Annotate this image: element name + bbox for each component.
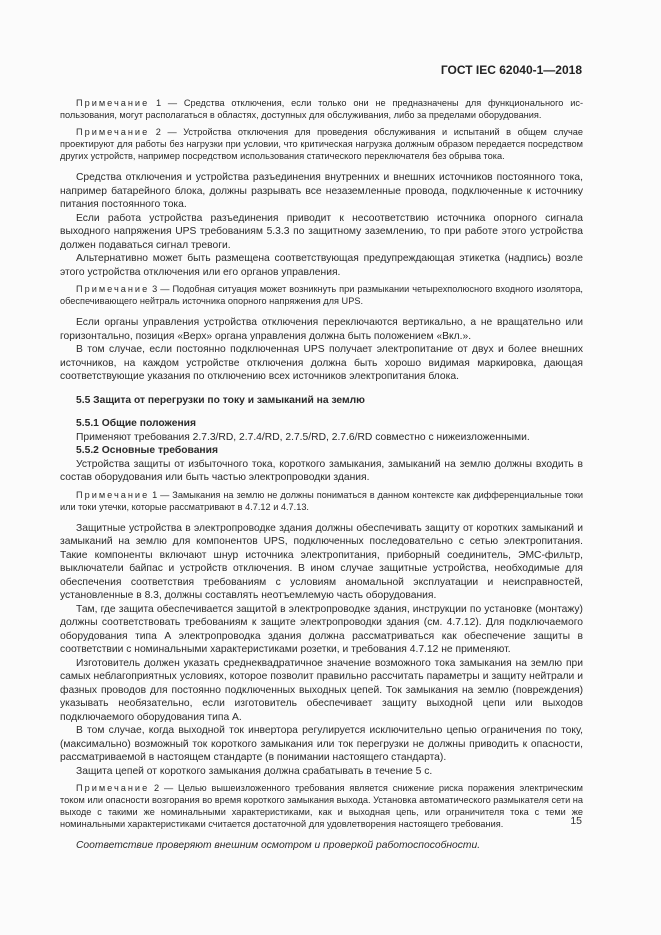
paragraph: Защитные устройства в электропроводке здания должны обеспечивать защиту от коротких замыканий и замыканий на землю для компонентов UPS, подключенных последовательно с сетью электропитания. Такие компоненты включают шнур источника электропитания, приборный соединитель, ЭМС-фильтр, выключатели байпас и устройств отключения. В ином случае защитные устройства, необходимые для обеспечения соответствия требованиям с условиям аномальной эксплуатации и неисправностей, установленные в 8.3, должны составлять неотъемлемую часть оборудования. bbox=[60, 522, 583, 601]
note bbox=[60, 283, 583, 307]
compliance-statement: Соответствие проверяют внешним осмотром и проверкой работоспособности. bbox=[76, 840, 481, 851]
document-code: ГОСТ IEC 62040-1—2018 bbox=[440, 63, 582, 77]
paragraph: Если органы управления устройства отключения переключаются вертикально, а не вращательно или горизонтально, позиция «Верх» органа управления должна быть положением «Вкл.». bbox=[60, 317, 583, 342]
paragraph: Защита цепей от короткого замыкания должна срабатывать в течение 5 с. bbox=[76, 765, 433, 777]
paragraph: Там, где защита обеспечивается защитой в электропроводке здания, инструкции по установке (монтажу) должны соответствовать требованиям к защите электропроводки здания (см. 4.7.12). Для подключаемого оборудования типа А электропроводка здания должна рассматриваться как обеспечение защиты в соответствии с номинальными характеристиками розетки, и требования 4.7.12 не применяют. bbox=[60, 603, 583, 655]
page-number: 15 bbox=[570, 815, 582, 827]
note-text: 2 — Целью вышеизложенного требования является снижение риска поражения электрическим током или опасности возгорания во время короткого замыкания выхода. Установка автоматического размыкателя сети на выходе с такими же номинальными характеристиками, как и выходная цепь, или ограничителя тока с теми же номинальными характеристиками считается достаточной для удовлетворения настоящего требования. bbox=[60, 783, 583, 829]
note bbox=[60, 97, 583, 121]
paragraph: Изготовитель должен указать среднеквадратичное значение возможного тока замыкания на землю при самых неблагоприятных условиях, которое позволит правильно рассчитать параметры и защиту нейтрали и фазных проводов для постоянно подключенных выходных цепей. Ток замыкания на землю (повреждения) указывать необязательно, если изготовитель обеспечивает защиту выходной цепи или выходов подключаемого оборудования типа А. bbox=[60, 657, 583, 723]
note bbox=[60, 782, 583, 830]
note-text: 1 — Средства отключения, если только они не предназначены для функционального использования, могут располагаться в областях, доступных для обслуживания, либо за пределами оборудования. bbox=[60, 98, 583, 120]
note-lead: Примечание bbox=[76, 489, 150, 500]
note-text: 1 — Замыкания на землю не должны пониматься в данном контексте как дифференциальные токи или токи утечки, которые рассматривают в 4.7.12 и 4.7.13. bbox=[60, 489, 583, 512]
paragraph: В том случае, когда выходной ток инвертора регулируется исключительно цепью ограничения по току, (максимально) возможный ток короткого замыкания или ток перегрузки не должны приводить к опасности, рассматриваемой в настоящем стандарте (в понимании настоящего стандарта). bbox=[60, 725, 583, 763]
paragraph: Если работа устройства разъединения приводит к несоответствию источника опорного сигнала выходного напряжения UPS требованиям 5.3.3 по защитному заземлению, то при работе этого устройства должен подаваться сигнал тревоги. bbox=[60, 212, 583, 251]
note-lead: Примечание bbox=[76, 783, 150, 793]
paragraph: Альтернативно может быть размещена соответствующая предупреждающая этикетка (надпись) возле этого устройства отключения или его органов управления. bbox=[60, 253, 583, 278]
paragraph: Устройства защиты от избыточного тока, короткого замыкания, замыканий на землю должны входить в состав оборудования или быть частью электропроводки здания. bbox=[60, 458, 583, 483]
section-heading: 5.5 Защита от перегрузки по току и замыканий на землю bbox=[76, 394, 365, 406]
paragraph: Применяют требования 2.7.3/RD, 2.7.4/RD, 2.7.5/RD, 2.7.6/RD совместно с нижеизложенными. bbox=[76, 431, 530, 443]
subsection-heading: 5.5.1 Общие положения bbox=[76, 418, 196, 429]
note bbox=[60, 489, 583, 513]
note bbox=[60, 126, 583, 162]
subsection-heading: 5.5.2 Основные требования bbox=[76, 445, 218, 456]
page-content bbox=[60, 97, 583, 853]
paragraph: В том случае, если постоянно подключенная UPS получает электропитание от двух и более внешних источников, на каждом устройстве отключения должна быть хорошо видимая маркировка, дающая соответствующие указания по отключению всех источников электропитания блока. bbox=[60, 344, 583, 382]
note-lead: Примечание bbox=[76, 284, 150, 294]
note-text: 3 — Подобная ситуация может возникнуть при размыкании четырехполюсного входного изолятора, обеспечивающего нейтраль источника опорного напряжения для UPS. bbox=[60, 284, 583, 306]
note-text: 2 — Устройства отключения для проведения обслуживания и испытаний в общем случае проектируют для работы без нагрузки при условии, что критическая нагрузка должным образом передается посредством других устройств, например посредством использования статического переключателя без обрыва тока. bbox=[60, 127, 583, 161]
note-lead: Примечание bbox=[76, 127, 150, 137]
note-lead: Примечание bbox=[76, 98, 150, 108]
paragraph: Средства отключения и устройства разъединения внутренних и внешних источников постоянного тока, например батарейного блока, должны разрывать все незаземленные провода, подключенные к источнику питания постоянного тока. bbox=[60, 172, 583, 210]
